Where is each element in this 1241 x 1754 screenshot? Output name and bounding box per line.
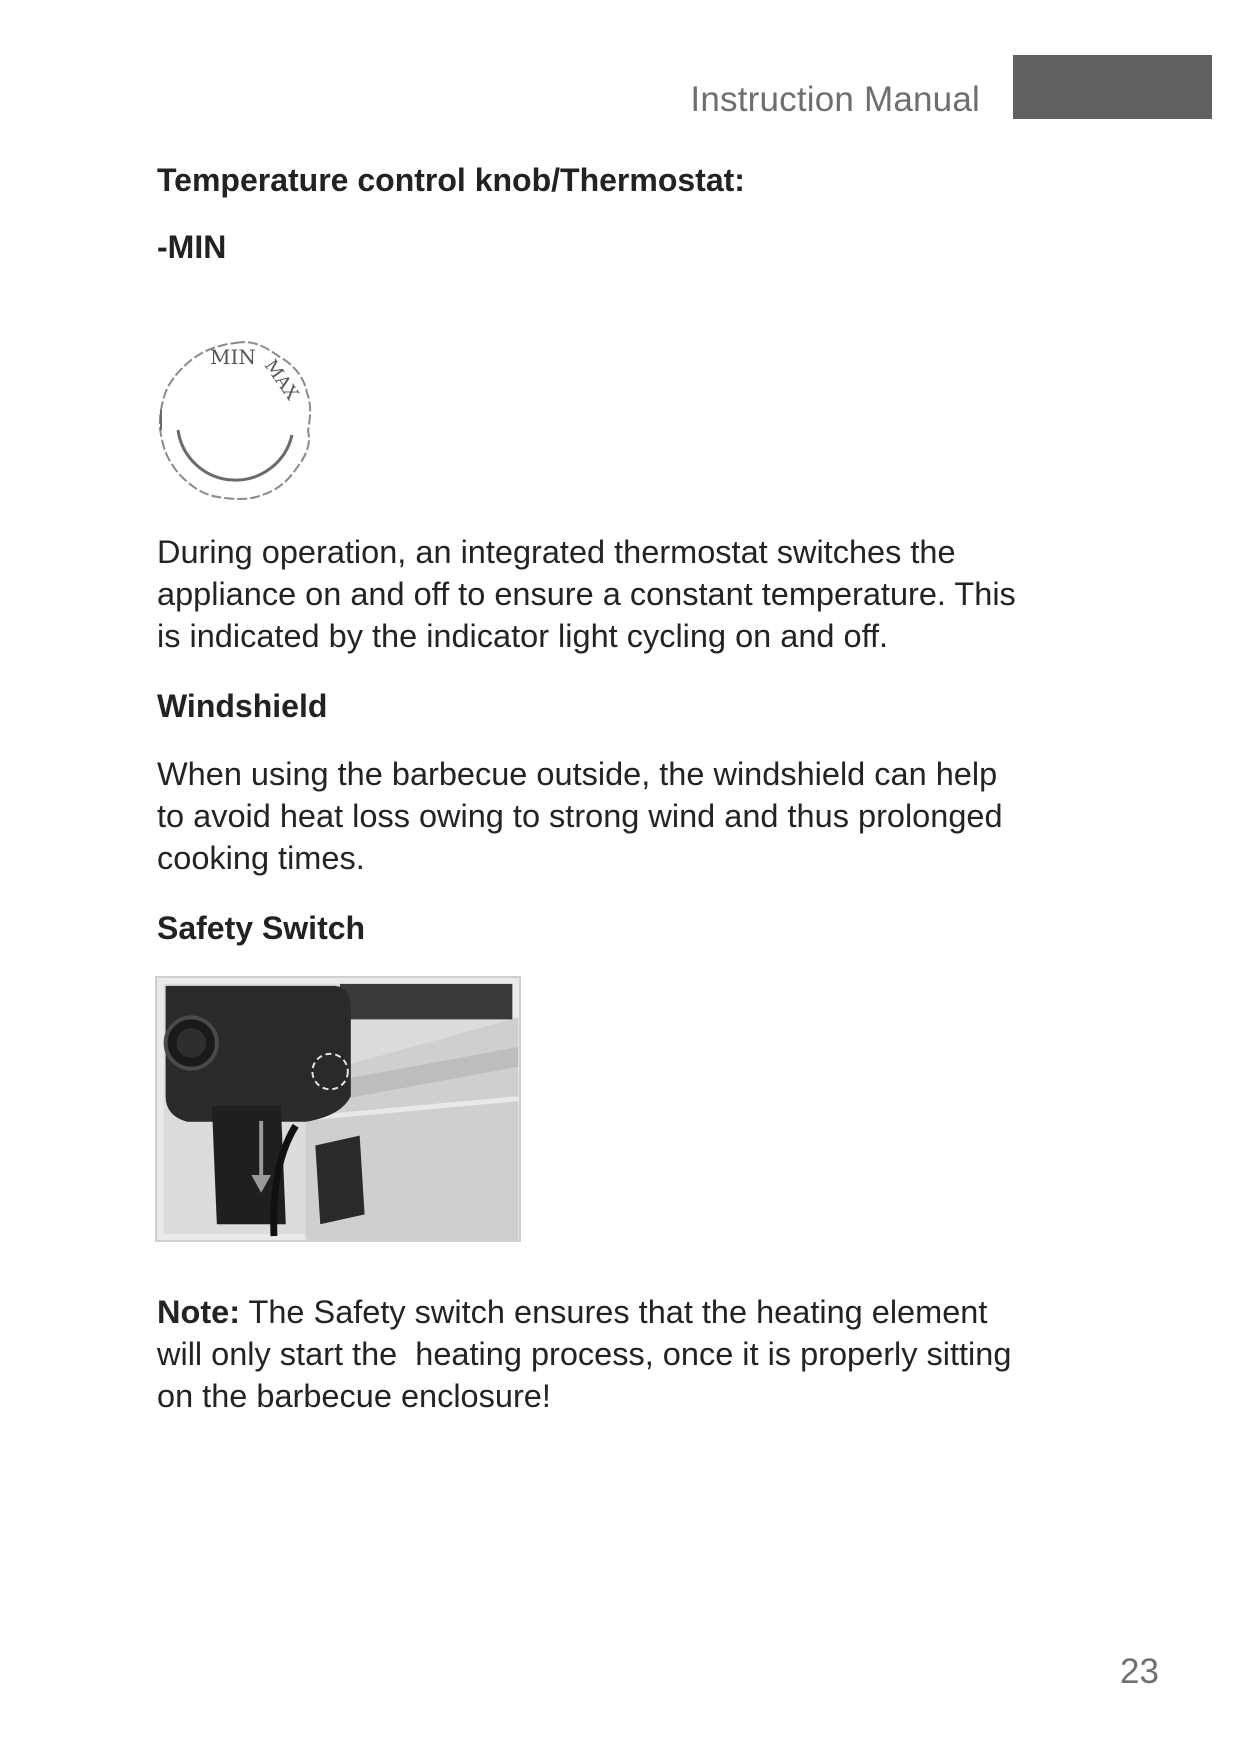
page-number: 23 bbox=[1120, 1652, 1159, 1691]
word: thermostat bbox=[614, 534, 768, 570]
windshield-description bbox=[157, 753, 1050, 879]
knob-max-label: MAX bbox=[259, 355, 303, 405]
body-line: When using the barbecue outside, the windshield can help bbox=[157, 756, 998, 792]
thermostat-description bbox=[157, 531, 1050, 657]
thermostat-setting: -MIN bbox=[157, 229, 227, 265]
body-line: to avoid heat loss owing to strong wind and thus prolonged bbox=[157, 798, 1003, 834]
word: the bbox=[910, 534, 956, 570]
body-line: cooking times. bbox=[157, 840, 365, 876]
note-label: Note: bbox=[157, 1294, 241, 1330]
knob-scale-arc bbox=[178, 430, 292, 480]
body-line: is indicated by the indicator light cycling on and off. bbox=[157, 618, 889, 654]
word: switches bbox=[776, 534, 902, 570]
safety-note bbox=[157, 1291, 1050, 1417]
word: an bbox=[415, 534, 452, 570]
thermostat-knob-illustration bbox=[150, 335, 320, 505]
safety-switch-photo bbox=[155, 976, 521, 1242]
note-first-line bbox=[157, 1291, 1050, 1333]
body-line: will only start the heating process, once it is properly sitting bbox=[157, 1336, 1012, 1372]
thermostat-heading: Temperature control knob/Thermostat: bbox=[157, 162, 745, 198]
word: During bbox=[157, 534, 253, 570]
knob-min-label: MIN bbox=[210, 345, 256, 369]
thermostat-first-line bbox=[157, 531, 1050, 573]
word: operation, bbox=[261, 534, 407, 570]
body-line: appliance on and off to ensure a constant temperature. This bbox=[157, 576, 1016, 612]
word: integrated bbox=[460, 534, 606, 570]
header-title: Instruction Manual bbox=[690, 80, 980, 119]
header-bar bbox=[1013, 55, 1212, 119]
note-text: The Safety switch ensures that the heating element bbox=[240, 1294, 988, 1330]
windshield-heading: Windshield bbox=[157, 688, 328, 724]
body-line: on the barbecue enclosure! bbox=[157, 1378, 551, 1414]
safety-switch-heading: Safety Switch bbox=[157, 910, 366, 946]
